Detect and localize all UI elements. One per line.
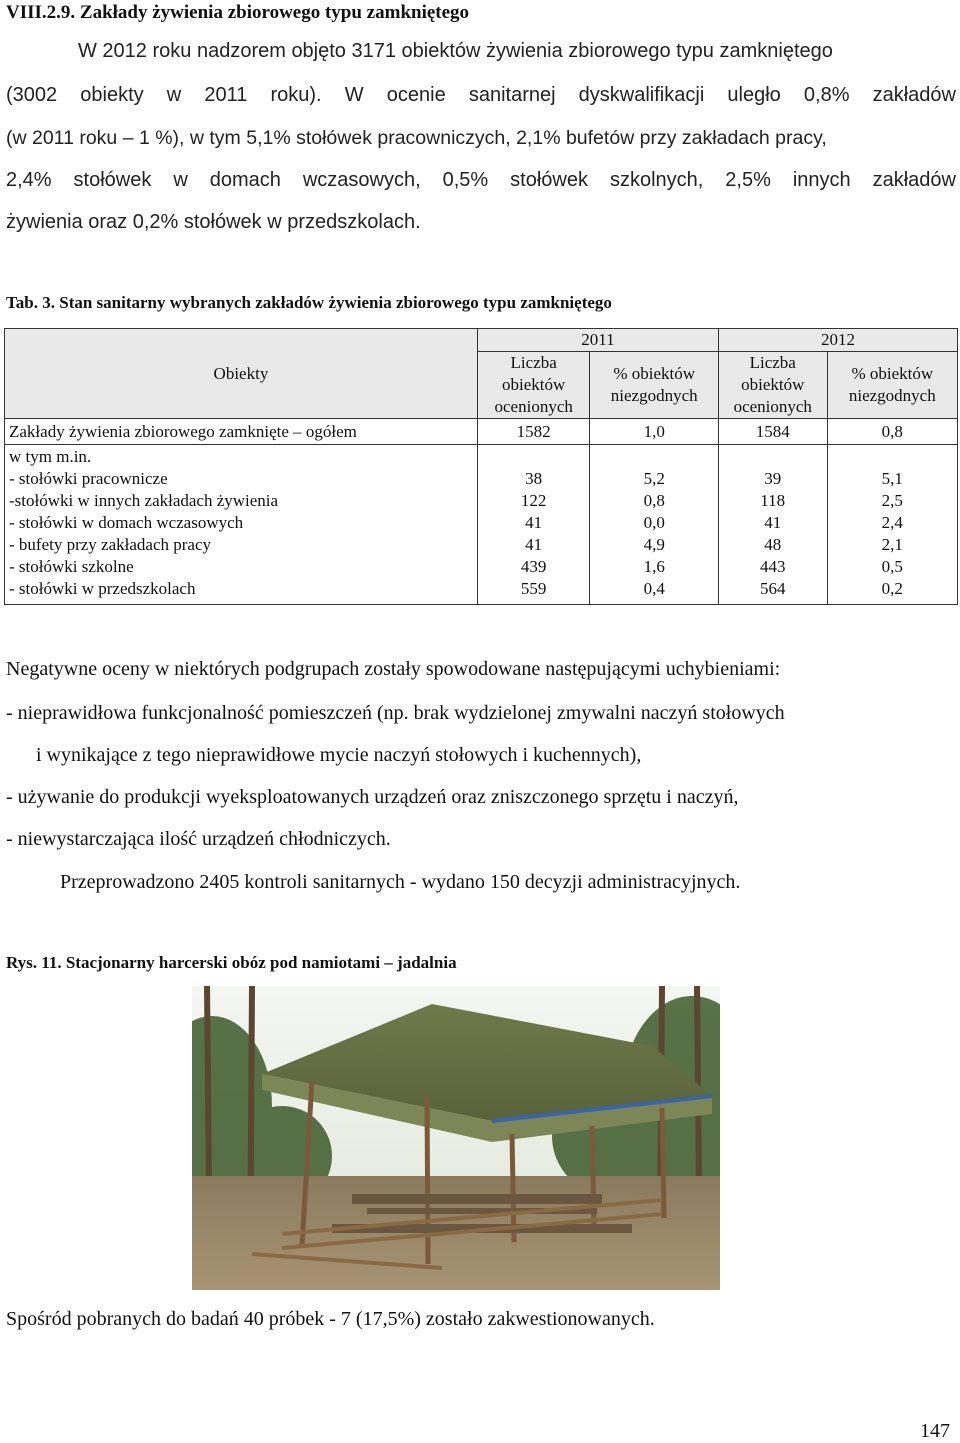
cell: 5,1 xyxy=(881,469,903,488)
cell: 439 xyxy=(520,557,547,576)
cell: 2,5 xyxy=(881,491,903,510)
cell: 5,2 xyxy=(643,469,665,488)
paragraph-line: W 2012 roku nadzorem objęto 3171 obiektów żywienia zbiorowego typu zamkniętego xyxy=(78,40,833,62)
table-body xyxy=(5,445,958,605)
header-year-2012: 2012 xyxy=(718,329,957,352)
cell: 122 xyxy=(520,491,547,510)
row-label: - stołówki w domach wczasowych xyxy=(9,513,244,532)
cell: 2,4 xyxy=(881,513,903,532)
sanitary-state-table xyxy=(4,328,958,605)
cell: 0,4 xyxy=(643,579,665,598)
cell: 0,8 xyxy=(643,491,665,510)
subheader: w tym m.in. xyxy=(9,447,92,466)
cell: 1,6 xyxy=(643,557,665,576)
cell: 41 xyxy=(525,513,543,532)
cell: 38 xyxy=(525,469,543,488)
row-label: - stołówki szkolne xyxy=(9,557,134,576)
body-line: - niewystarczająca ilość urządzeń chłodniczych. xyxy=(6,828,391,850)
row-label: - stołówki pracownicze xyxy=(9,469,168,488)
paragraph-line: żywienia oraz 0,2% stołówek w przedszkolach. xyxy=(6,211,421,233)
figure-caption: Rys. 11. Stacjonarny harcerski obóz pod namiotami – jadalnia xyxy=(6,953,457,972)
paragraph-line: 2,4% stołówek w domach wczasowych, 0,5% stołówek szkolnych, 2,5% innych zakładów xyxy=(6,169,956,191)
header-year-2011: 2011 xyxy=(477,329,718,352)
cell: 2,1 xyxy=(881,535,903,554)
row-label: -stołówki w innych zakładach żywienia xyxy=(9,491,279,510)
cell: 118 xyxy=(760,491,786,510)
body-line: Negatywne oceny w niektórych podgrupach zostały spowodowane następującymi uchybieniami: xyxy=(6,658,781,680)
cell: 1582 xyxy=(477,419,590,445)
cell: 1,0 xyxy=(590,419,718,445)
cell: 443 xyxy=(759,557,786,576)
cell: 559 xyxy=(520,579,547,598)
row-label: Zakłady żywienia zbiorowego zamknięte – ogółem xyxy=(5,419,478,445)
cell: 1584 xyxy=(718,419,827,445)
cell: 0,8 xyxy=(827,419,957,445)
row-label: - bufety przy zakładach pracy xyxy=(9,535,211,554)
header-liczba-2012: Liczba obiektów ocenionych xyxy=(718,352,827,419)
body-line: Przeprowadzono 2405 kontroli sanitarnych - wydano 150 decyzji administracyjnych. xyxy=(60,871,741,893)
paragraph-line: (w 2011 roku – 1 %), w tym 5,1% stołówek pracowniczych, 2,1% bufetów przy zakładach pracy, xyxy=(6,127,827,149)
cell: 0,2 xyxy=(881,579,903,598)
body-line: - używanie do produkcji wyeksploatowanych urządzeń oraz zniszczonego sprzętu i naczyń, xyxy=(6,786,739,808)
body-line: i wynikające z tego nieprawidłowe mycie naczyń stołowych i kuchennych), xyxy=(36,744,642,766)
paragraph-line: (3002 obiekty w 2011 roku). W ocenie sanitarnej dyskwalifikacji uległo 0,8% zakładów xyxy=(6,84,956,106)
closing-line: Spośród pobranych do badań 40 próbek - 7 (17,5%) zostało zakwestionowanych. xyxy=(6,1308,655,1330)
cell: 564 xyxy=(759,579,786,598)
header-liczba-2011: Liczba obiektów ocenionych xyxy=(477,352,590,419)
header-pct-2011: % obiektów niezgodnych xyxy=(590,352,718,419)
camp-dining-tent-photo xyxy=(192,986,720,1290)
cell: 41 xyxy=(525,535,543,554)
cell: 48 xyxy=(764,535,782,554)
body-line: - nieprawidłowa funkcjonalność pomieszczeń (np. brak wydzielonej zmywalni naczyń stołowych xyxy=(6,702,785,724)
cell: 39 xyxy=(764,469,782,488)
cell: 0,0 xyxy=(643,513,665,532)
cell: 4,9 xyxy=(643,535,665,554)
section-heading: VIII.2.9. Zakłady żywienia zbiorowego typu zamkniętego xyxy=(6,2,470,23)
page-number: 147 xyxy=(920,1420,950,1442)
row-label: - stołówki w przedszkolach xyxy=(9,579,196,598)
table-row-total xyxy=(5,419,958,445)
header-obiekty: Obiekty xyxy=(5,329,478,419)
header-pct-2012: % obiektów niezgodnych xyxy=(827,352,957,419)
table-caption: Tab. 3. Stan sanitarny wybranych zakładów żywienia zbiorowego typu zamkniętego xyxy=(6,293,612,312)
cell: 41 xyxy=(764,513,782,532)
cell: 0,5 xyxy=(881,557,903,576)
